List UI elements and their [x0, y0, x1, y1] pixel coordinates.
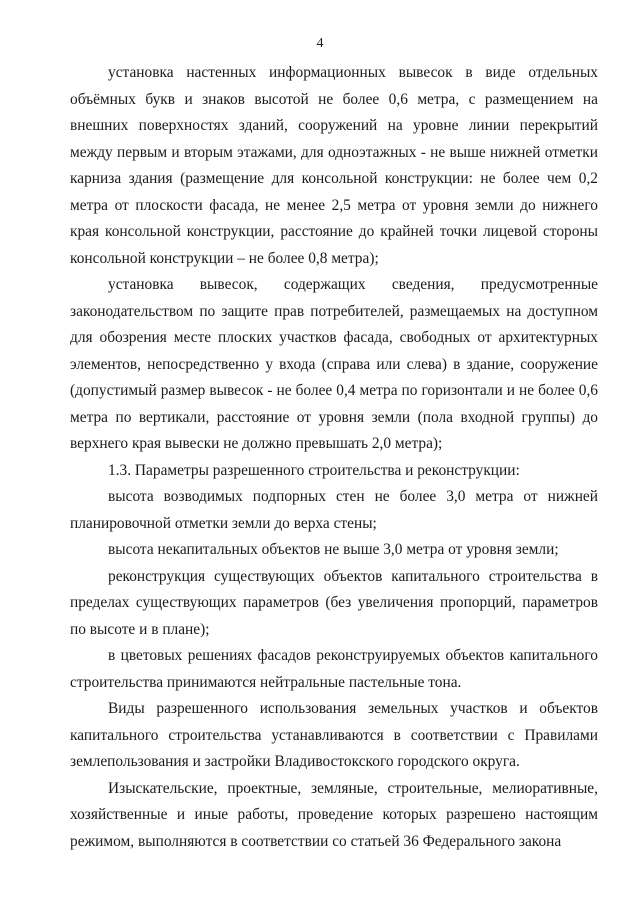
page-number: 4: [316, 36, 324, 51]
paragraph-temporary-objects: высота некапитальных объектов не выше 3,0 метра от уровня земли;: [108, 541, 559, 558]
paragraph-section-heading: 1.3. Параметры разрешенного строительства и реконструкции:: [108, 461, 520, 479]
document-body: [70, 60, 598, 855]
paragraph-wall-signs: установка настенных информационных вывесок в виде отдельных объёмных букв и знаков высотой не более 0,6 метра, с размещением на внешних поверхностях зданий, сооружений на уровне линии перекрытий между первым и вторым этажами, для одноэтажных - не выше нижней отметки карниза здания (размещение для консольной конструкции: не более чем 0,2 метра от плоскости фасада, не менее 2,5 метра от уровня земли до нижнего края консольной конструкции, расстояние до крайней точки лицевой стороны консольной конструкции – не более 0,8 метра);: [70, 64, 598, 267]
paragraph-works: Изыскательские, проектные, земляные, строительные, мелиоративные, хозяйственные и иные работы, проведение которых разрешено настоящим режимом, выполняются в соответствии со статьей 36 Федерального закона: [70, 779, 598, 850]
paragraph-reconstruction: реконструкция существующих объектов капитального строительства в пределах существующих параметров (без увеличения пропорций, параметров по высоте и в плане);: [70, 567, 598, 638]
paragraph-facade-colors: в цветовых решениях фасадов реконструируемых объектов капитального строительства принимаются нейтральные пастельные тона.: [70, 647, 598, 691]
paragraph-consumer-signs: установка вывесок, содержащих сведения, предусмотренные законодательством по защите прав потребителей, размещаемых на доступном для обозрения месте плоских участков фасада, свободных от архитектурных элементов, непосредственно у входа (справа или слева) в здание, сооружение (допустимый размер вывесок - не более 0,4 метра по горизонтали и не более 0,6 метра по вертикали, расстояние от уровня земли (пола входной группы) до верхнего края вывески не должно превышать 2,0 метра);: [70, 276, 598, 452]
paragraph-permitted-uses: Виды разрешенного использования земельных участков и объектов капитального строительства устанавливаются в соответствии с Правилами землепользования и застройки Владивостокского городского округа.: [70, 700, 598, 770]
paragraph-retaining-walls: высота возводимых подпорных стен не более 3,0 метра от нижней планировочной отметки земли до верха стены;: [70, 488, 598, 532]
